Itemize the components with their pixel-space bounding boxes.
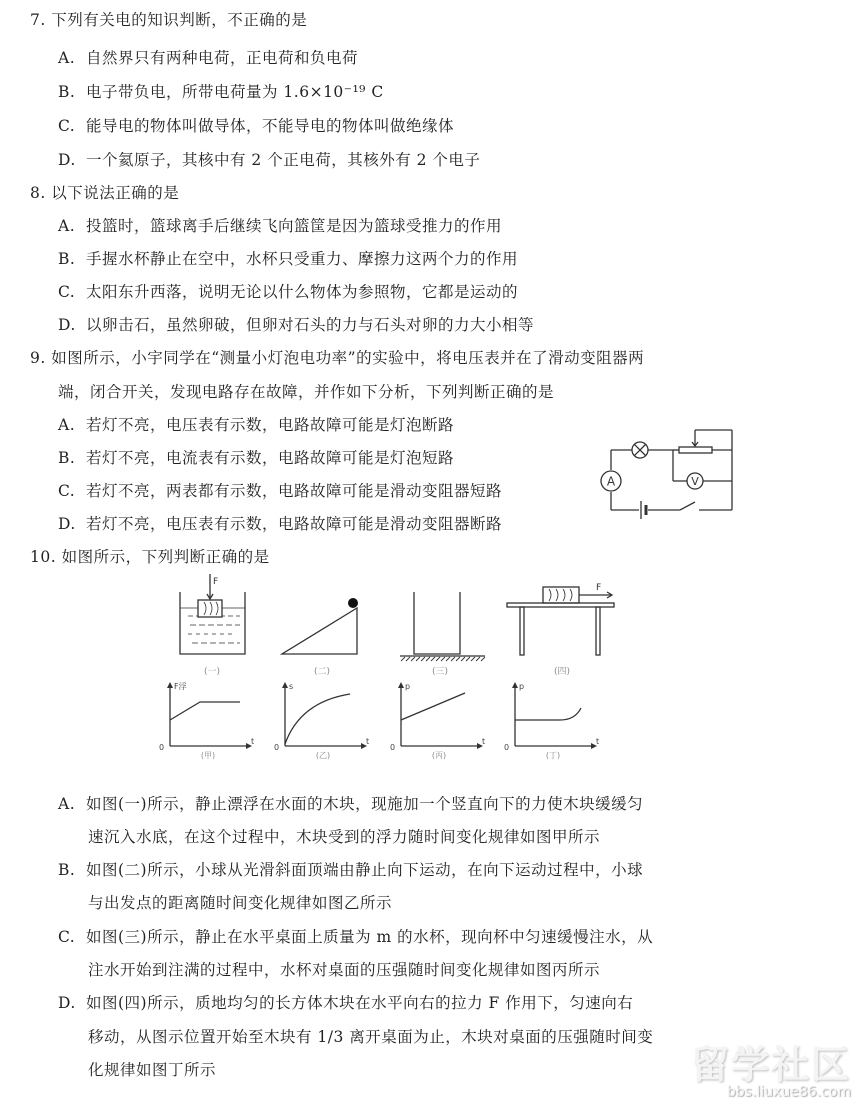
graph-3-ylabel: p [405,682,411,691]
option-label: B. [58,449,76,467]
watermark-logo [687,1030,857,1110]
option-text: 若灯不亮，电压表有示数，电路故障可能是滑动变阻器断路 [86,515,503,533]
q10-option-b-line2: 与出发点的距离随时间变化规律如图乙所示 [88,894,393,912]
figure-2-incline [282,608,357,654]
option-label: B. [58,83,76,101]
q7-option-a [58,48,358,68]
option-text: 一个氦原子，其核中有 2 个正电荷，其核外有 2 个电子 [86,151,481,169]
graph-4-caption: (丁) [545,751,561,760]
graph-4-ylabel: p [519,682,525,691]
option-label: D. [58,316,76,334]
graph-2-curve [285,694,350,744]
figure-4-force-label: F [596,583,602,593]
q10-option-c-line2: 注水开始到注满的过程中，水杯对桌面的压强随时间变化规律如图丙所示 [88,961,601,979]
option-text: 如图(四)所示，质地均匀的长方体木块在水平向右的拉力 F 作用下，匀速向右 [86,994,634,1012]
graph-3-xlabel: t [482,737,486,746]
option-label: C. [58,117,76,135]
option-label: C. [58,482,76,500]
figure-4-caption: (四) [553,667,571,677]
figure-4-table [507,587,614,655]
graph-1-xlabel: t [251,737,255,746]
figure-1-caption: (一) [203,667,221,677]
option-label: D. [58,515,76,533]
q10-stem: 10. 如图所示，下列判断正确的是 [30,548,270,566]
rheostat-icon [679,447,712,453]
q10-option-a [58,794,643,814]
option-text: 电子带负电，所带电荷量为 1.6×10⁻¹⁹ C [86,83,384,101]
option-text: 太阳东升西落，说明无论以什么物体为参照物，它都是运动的 [86,283,519,301]
option-text: 投篮时，篮球离手后继续飞向篮筐是因为篮球受推力的作用 [86,217,503,235]
q8-stem: 8. 以下说法正确的是 [30,184,180,202]
option-text: 若灯不亮，电压表有示数，电路故障可能是灯泡断路 [86,416,455,434]
option-label: D. [58,994,76,1012]
option-text: 手握水杯静止在空中，水杯只受重力、摩擦力这两个力的作用 [86,250,519,268]
figure-1-force-label: F [213,577,219,587]
q8-option-a [58,216,502,236]
q8-option-b [58,249,518,269]
option-text: 若灯不亮，电流表有示数，电路故障可能是灯泡短路 [86,449,455,467]
q9-stem-line2: 端，闭合开关，发现电路存在故障，并作如下分析，下列判断正确的是 [58,383,555,401]
q10-option-d-line2: 移动，从图示位置开始至木块有 1/3 离开桌面为止，木块对桌面的压强随时间变 [88,1028,654,1046]
option-text: 如图(一)所示，静止漂浮在水面的木块，现施加一个竖直向下的力使木块缓缓匀 [86,795,644,813]
q10-option-c [58,927,653,947]
q9-option-b [58,448,454,468]
q9-stem-line1: 9. 如图所示，小宇同学在“测量小灯泡电功率”的实验中，将电压表并在了滑动变阻器两 [30,349,645,367]
watermark-url: bbs.liuxue86.com [726,1084,851,1100]
figure-3-cup [400,592,485,656]
graph-1-origin: 0 [159,743,165,752]
option-label: B. [58,250,76,268]
graph-4-origin: 0 [504,743,510,752]
option-label: A. [58,416,76,434]
ball [348,598,358,608]
q7-option-c [58,116,454,136]
q8-option-d [58,315,534,335]
q9-option-a [58,415,454,435]
option-text: 如图(三)所示，静止在水平桌面上质量为 m 的水杯，现向杯中匀速缓慢注水，从 [86,928,654,946]
q7-option-b [58,82,384,102]
q10-option-d [58,993,633,1013]
option-text: 能导电的物体叫做导体，不能导电的物体叫做绝缘体 [86,117,455,135]
q10-option-a-line2: 速沉入水底，在这个过程中，木块受到的浮力随时间变化规律如图甲所示 [88,828,601,846]
q9-option-d [58,514,502,534]
graph-4-xlabel: t [596,737,600,746]
option-label: A. [58,795,76,813]
q10-graphs [150,680,620,760]
figure-2-caption: (二) [313,667,331,677]
graph-2-caption: (乙) [315,751,331,760]
q10-option-d-line3: 化规律如图丁所示 [88,1061,217,1079]
q10-figures [150,572,630,684]
option-label: A. [58,49,76,67]
q7-option-d [58,150,480,170]
option-label: D. [58,151,76,169]
watermark-title: 留学社区 [690,1043,851,1087]
ammeter-label: A [606,474,616,489]
graph-2-origin: 0 [274,743,280,752]
option-text: 以卵击石，虽然卵破，但卵对石头的力与石头对卵的力大小相等 [86,316,535,334]
q8-option-c [58,282,518,302]
graph-3-caption: (丙) [431,751,447,760]
option-text: 若灯不亮，两表都有示数，电路故障可能是滑动变阻器短路 [86,482,503,500]
graph-2-xlabel: t [366,737,370,746]
voltmeter-label: V [691,475,699,488]
option-label: C. [58,283,76,301]
graph-1-caption: (甲) [200,751,216,760]
circuit-diagram [595,420,765,530]
graph-3-origin: 0 [390,743,396,752]
graph-3-curve [401,693,465,720]
q7-stem: 7. 下列有关电的知识判断，不正确的是 [30,11,308,29]
option-label: A. [58,217,76,235]
graph-4-curve [515,708,581,720]
wood-block [543,587,579,603]
option-text: 自然界只有两种电荷，正电荷和负电荷 [86,49,359,67]
option-label: C. [58,928,76,946]
graph-1-ylabel: F浮 [174,682,187,691]
q9-option-c [58,481,502,501]
q10-option-b [58,860,643,880]
figure-3-caption: (三) [431,667,449,677]
option-text: 如图(二)所示，小球从光滑斜面顶端由静止向下运动，在向下运动过程中，小球 [86,861,644,879]
graph-2-ylabel: s [289,682,294,691]
option-label: B. [58,861,76,879]
graph-1-curve [170,702,240,720]
